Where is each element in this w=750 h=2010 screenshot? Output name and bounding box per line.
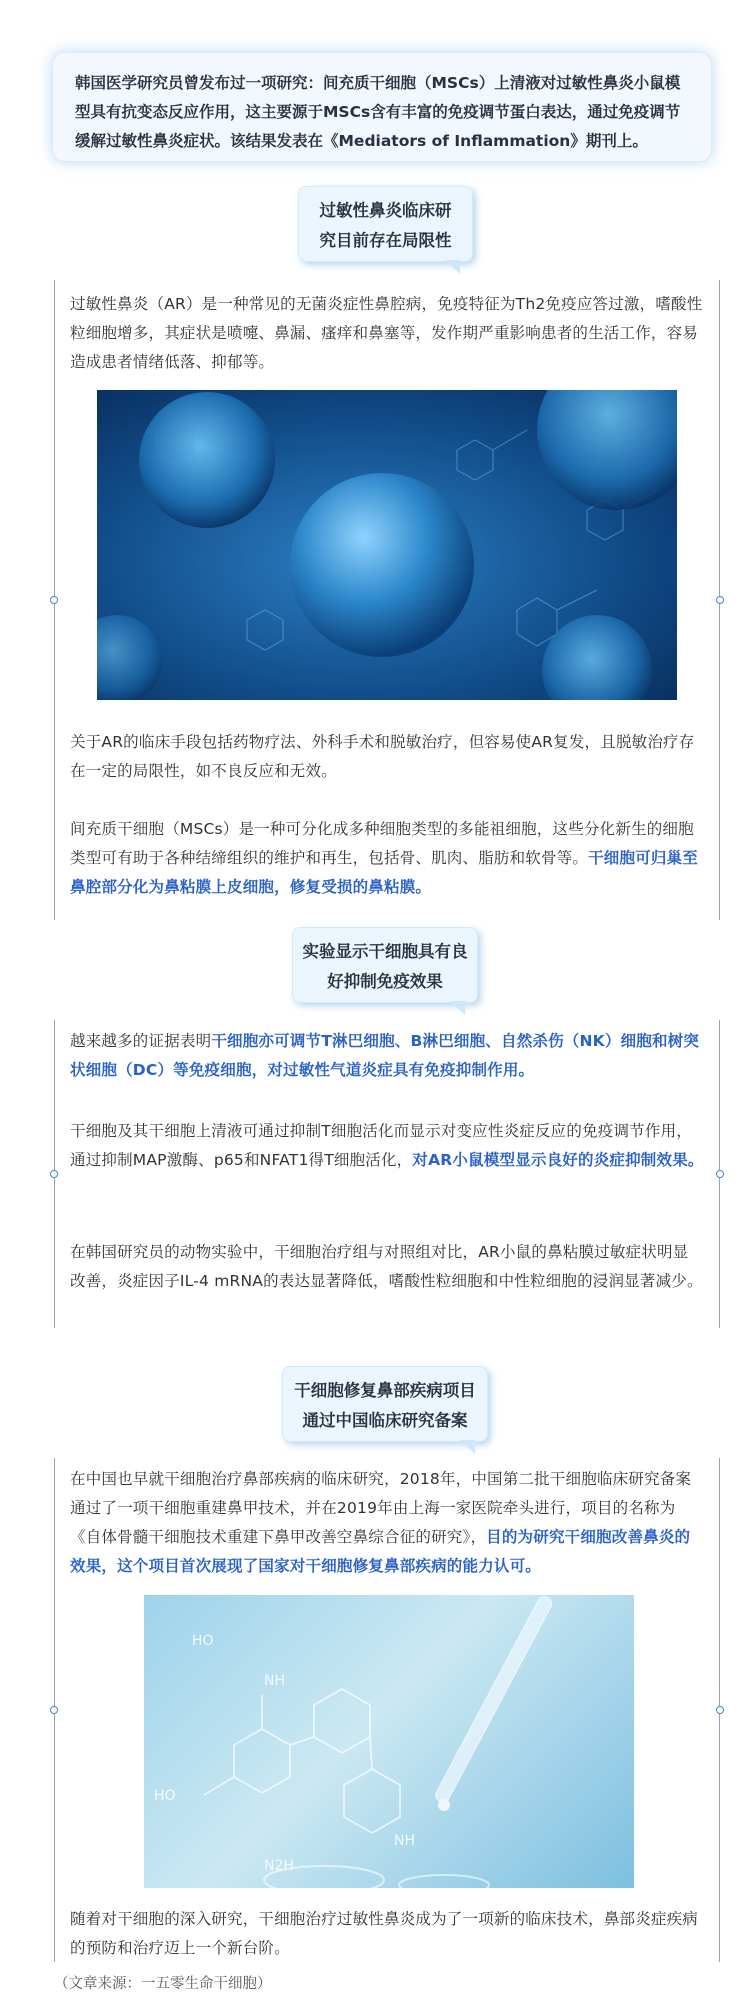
section-1-paragraph-3 <box>70 815 704 902</box>
section-2-paragraph-2 <box>70 1117 704 1175</box>
source-note: （文章来源：一五零生命干细胞） <box>54 1976 272 1992</box>
intro-box <box>52 52 712 162</box>
svg-text:HO: HO <box>154 1788 176 1804</box>
speech-tail-icon <box>460 1440 475 1454</box>
section-1-heading-line-2: 究目前存在局限性 <box>319 231 452 250</box>
speech-tail-icon <box>445 260 460 274</box>
speech-tail-icon <box>450 1001 465 1015</box>
section-1-heading-line-1: 过敏性鼻炎临床研 <box>319 201 452 220</box>
section-3-paragraph-1 <box>70 1465 704 1581</box>
frame-dot-icon <box>716 1170 724 1178</box>
frame-dot-icon <box>716 596 724 604</box>
section-3-paragraph-1-text: 在中国也早就干细胞治疗鼻部疾病的临床研究，2018年，中国第二批干细胞临床研究备案通过了一项干细胞重建鼻甲技术，并在2019年由上海一家医院牵头进行，项目的名称为《自体骨髓干细胞技术重建下鼻甲改善空鼻综合征的研究》， <box>70 1470 692 1546</box>
cell-image <box>97 390 677 700</box>
svg-text:NH: NH <box>394 1833 415 1849</box>
frame-dot-icon <box>716 1706 724 1714</box>
frame-dot-icon <box>50 1170 58 1178</box>
section-3-paragraph-1-highlight: 目的为研究干细胞改善鼻炎的效果，这个项目首次展现了国家对干细胞修复鼻部疾病的能力认可。 <box>70 1528 691 1575</box>
section-1-paragraph-2: 关于AR的临床手段包括药物疗法、外科手术和脱敏治疗，但容易使AR复发，且脱敏治疗存在一定的局限性，如不良反应和无效。 <box>70 733 695 780</box>
section-3-paragraph-2: 随着对干细胞的深入研究，干细胞治疗过敏性鼻炎成为了一项新的临床技术，鼻部炎症疾病的预防和治疗迈上一个新台阶。 <box>70 1910 699 1957</box>
section-2-paragraph-1 <box>70 1027 704 1085</box>
section-2-paragraph-3: 在韩国研究员的动物实验中，干细胞治疗组与对照组对比，AR小鼠的鼻粘膜过敏症状明显改善，炎症因子IL-4 mRNA的表达显著降低，嗜酸性粒细胞和中性粒细胞的浸润显著减少。 <box>70 1243 703 1290</box>
svg-text:N2H: N2H <box>264 1858 294 1874</box>
section-1-paragraph-1: 过敏性鼻炎（AR）是一种常见的无菌炎症性鼻腔病，免疫特征为Th2免疫应答过激，嗜酸性粒细胞增多，其症状是喷嚏、鼻漏、瘙痒和鼻塞等，发作期严重影响患者的生活工作，容易造成患者情绪低落、抑郁等。 <box>70 295 703 371</box>
section-2-heading <box>292 927 478 1003</box>
section-2-paragraph-1-highlight: 干细胞亦可调节T淋巴细胞、B淋巴细胞、自然杀伤（NK）细胞和树突状细胞（DC）等免疫细胞，对过敏性气道炎症具有免疫抑制作用。 <box>70 1032 700 1079</box>
frame-dot-icon <box>50 1706 58 1714</box>
section-3-heading-line-1: 干细胞修复鼻部疾病项目 <box>294 1381 476 1400</box>
svg-text:NH: NH <box>264 1673 285 1689</box>
section-2-heading-line-1: 实验显示干细胞具有良 <box>302 942 468 961</box>
lab-image <box>144 1595 634 1888</box>
section-2-heading-line-2: 好抑制免疫效果 <box>327 972 443 991</box>
section-1-paragraph-3-text: 间充质干细胞（MSCs）是一种可分化成多种细胞类型的多能祖细胞，这些分化新生的细胞类型可有助于各种结缔组织的维护和再生，包括骨、肌肉、脂肪和软骨等。 <box>70 820 694 867</box>
section-2-paragraph-1-text: 越来越多的证据表明 <box>70 1032 212 1050</box>
section-1-paragraph-3-highlight: 干细胞可归巢至鼻腔部分化为鼻粘膜上皮细胞，修复受损的鼻粘膜。 <box>70 849 699 896</box>
cell-illustration <box>97 390 677 700</box>
intro-text: 韩国医学研究员曾发布过一项研究：间充质干细胞（MSCs）上清液对过敏性鼻炎小鼠模型具有抗变态反应作用，这主要源于MSCs含有丰富的免疫调节蛋白表达，通过免疫调节缓解过敏性鼻炎症状。该结果发表在《Mediators of Inflammation》期刊上。 <box>75 74 681 150</box>
section-1-heading <box>298 186 473 262</box>
section-3-heading <box>282 1366 488 1442</box>
frame-dot-icon <box>50 596 58 604</box>
section-2-paragraph-2-highlight: 对AR小鼠模型显示良好的炎症抑制效果。 <box>412 1151 704 1169</box>
svg-text:HO: HO <box>192 1633 214 1649</box>
section-2-paragraph-2-text: 干细胞及其干细胞上清液可通过抑制T细胞活化而显示对变应性炎症反应的免疫调节作用，通过抑制MAP激酶、p65和NFAT1得T细胞活化， <box>70 1122 692 1169</box>
pipette-illustration <box>144 1595 634 1888</box>
section-3-heading-line-2: 通过中国临床研究备案 <box>302 1411 468 1430</box>
